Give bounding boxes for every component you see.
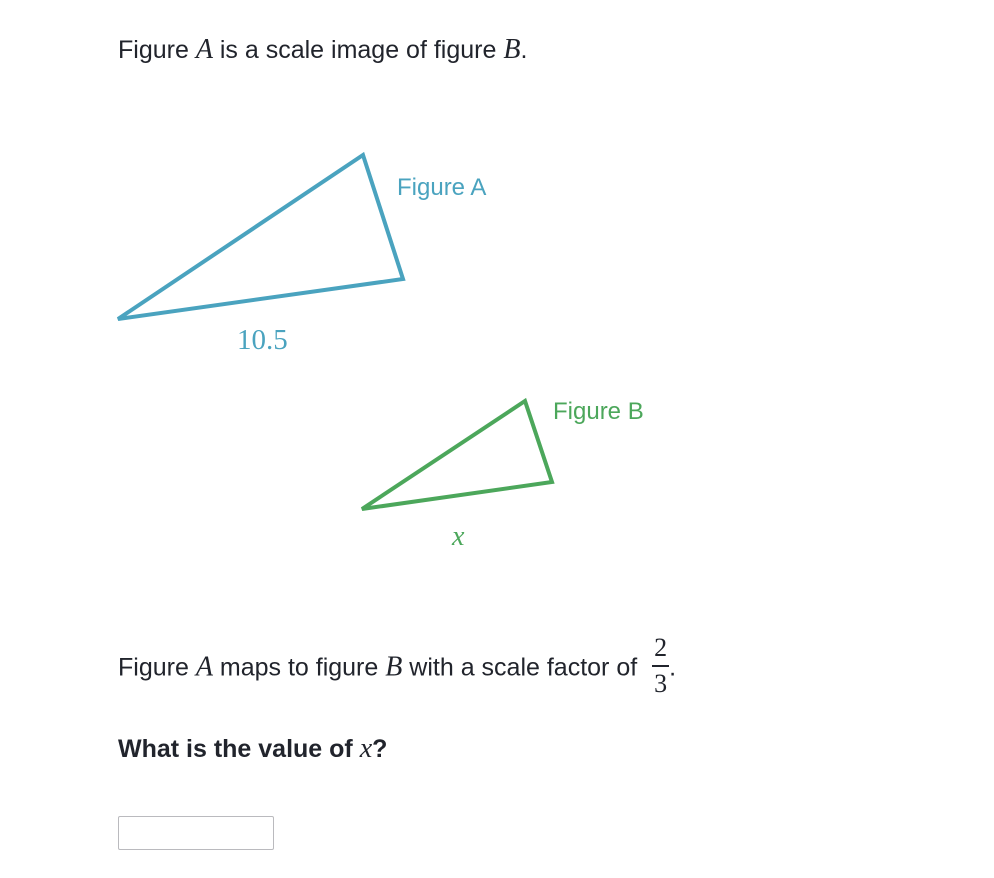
question-text: What is the value of [118,735,360,763]
scale-factor-fraction [652,635,669,697]
variable-x: x [359,733,373,764]
variable-b: B [385,651,403,683]
figure-b-label: Figure B [553,398,644,425]
intro-text: Figure [118,36,196,64]
figure-a-side-label: 10.5 [237,324,288,356]
question-text: ? [372,735,388,763]
variable-b: B [503,34,521,65]
figure-a-label: Figure A [397,174,487,201]
intro-text: is a scale image of figure [212,36,504,64]
figure-a-triangle [118,155,403,319]
statement-text: Figure [118,653,196,682]
statement-text: with a scale factor of [402,653,645,682]
fraction-denominator: 3 [654,669,668,698]
variable-a: A [195,651,213,683]
statement-period: . [669,653,677,682]
figure-b-side-label: x [452,521,465,552]
statement-text: maps to figure [212,653,386,682]
figure-b-triangle [362,401,552,509]
answer-input[interactable] [118,816,274,850]
intro-text: . [520,36,528,64]
scale-factor-statement [118,633,677,700]
variable-a: A [195,34,213,65]
question-prompt [118,735,387,763]
fraction-numerator: 2 [652,635,669,667]
